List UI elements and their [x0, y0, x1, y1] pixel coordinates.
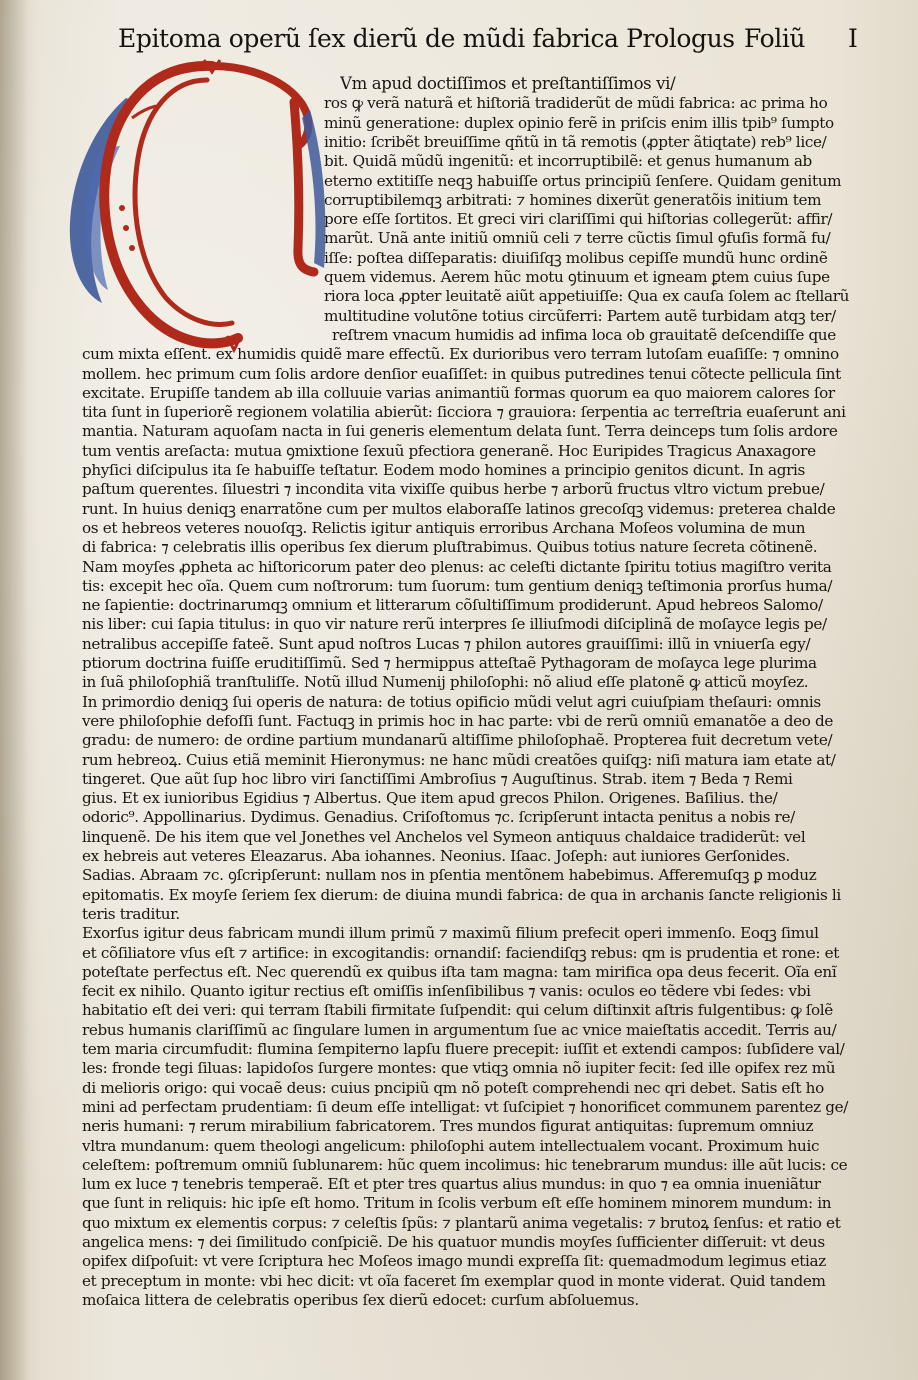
text-line: di melioris origo: qui vocaẽ deus: cuius pncipiũ qm nõ poteſt comprehendi nec qri debet. Satis eſt ho: [82, 1078, 824, 1097]
text-line: corruptibilemqꝫ arbitrati: ⁊ homines dixerũt generatõis initium tem: [324, 190, 822, 209]
folio-number: I: [848, 24, 858, 53]
text-line: os et hebreos veteres nouoſqꝫ. Relictis igitur antiquis erroribus Archana Moſeos volumina de mun: [82, 518, 806, 537]
text-line: epitomatis. Ex moyſe ſeriem ſex dierum: de diuina mundi fabrica: de qua in archanis ſancte religionis li: [82, 885, 841, 904]
text-line: tum ventis areſacta: mutua ꝯmixtione ſexuũ pfectiora generanẽ. Hoc Euripides Tragicus Anaxagore: [82, 441, 816, 460]
text-line: tingeret. Que aũt ſup hoc libro viri ſanctiſſimi Ambroſius ⁊ Auguſtinus. Strab. item ⁊ Beda ⁊ Remi: [82, 769, 793, 788]
text-line: pore eſſe ſortitos. Et greci viri clariſſimi qui hiſtorias collegerũt: affir/: [324, 210, 833, 229]
text-line: cum mixta eſſent. ex humidis quidẽ mare effectũ. Ex durioribus vero terram lutoſam euaſiſſe: ⁊ omnino: [82, 345, 839, 364]
text-line: nis liber: cui ſapia titulus: in quo vir nature rerũ interpres ſe illiuſmodi diſciplinã de moſayce legis pe/: [82, 615, 827, 634]
text-line: gradu: de numero: de ordine partium mundanarũ altiſſime philoſophaẽ. Propterea fuit decretum vete/: [82, 731, 833, 750]
text-line: iſſe: poſtea diſſeparatis: diuiſiſqꝫ molibus cepiſſe mundũ hunc ordinẽ: [324, 248, 828, 267]
text-line: vltra mundanum: quem theologi angelicum: philoſophi autem intellectualem vocant. Proximum huic: [82, 1136, 820, 1155]
text-line: et cõſiliatore vſus eſt ⁊ artifice: in excogitandis: ornandiſ: faciendiſqꝫ rebus: qm is prudentia et rone: et: [82, 943, 839, 962]
text-line: vere philoſophie defoſſi ſunt. Factuqꝫ in primis hoc in hac parte: vbi de rerũ omniũ emanatõe a deo de: [82, 711, 834, 730]
text-line: et preceptum in monte: vbi hec dicit: vt oĩa faceret ſm exemplar quod in monte viderat. Quid tandem: [82, 1271, 826, 1290]
text-line: odoric⁹. Appollinarius. Dydimus. Genadius. Criſoſtomus ⁊c. ſcripſerunt intacta penitus a nobis re/: [82, 808, 795, 827]
text-line: rebus humanis clariſſimũ ac ſingulare lumen in argumentum ſue ac vnice maieſtatis accedit. Terris au/: [82, 1020, 837, 1039]
text-line: tis: excepit hec oĩa. Quem cum noſtrorum: tum ſuorum: tum gentium deniqꝫ teſtimonia prorſus huma/: [82, 576, 833, 595]
text-line: reſtrem vnacum humidis ad infima loca ob grauitatẽ deſcendiſſe que: [332, 325, 836, 344]
text-line: ex hebreis aut veteres Eleazarus. Aba iohannes. Neonius. Iſaac. Joſeph: aut iuniores Gerſonides.: [82, 847, 790, 865]
text-line: marũt. Unã ante initiũ omniũ celi ⁊ terre cũctis ſimul ꝯfuſis formã fu/: [324, 229, 831, 248]
text-line: bit. Quidã mũdũ ingenitũ: et incorruptibilẽ: et genus humanum ab: [324, 152, 812, 171]
text-line: ne ſapientie: doctrinarumqꝫ omnium et litterarum cõſultiſſimum prodiderunt. Apud hebreos Salomo/: [82, 596, 823, 615]
text-line: lum ex luce ⁊ tenebris temperaẽ. Eſt et pter tres quartus alius mundus: in quo ⁊ ea omnia inueniãtur: [82, 1175, 821, 1194]
folio-label: Foliũ: [744, 24, 806, 53]
text-line: celeſtem: poſtremum omniũ ſublunarem: hũc quem incolimus: hic tenebrarum mundus: ille aũt lucis: ce: [82, 1155, 848, 1174]
text-line: teris traditur.: [82, 904, 180, 923]
text-line: gius. Et ex iunioribus Egidius ⁊ Albertus. Que item apud grecos Philon. Origenes. Baſilius. the/: [82, 789, 778, 808]
text-line: linquenẽ. De his item que vel Jonethes vel Anchelos vel Symeon antiquus chaldaice tradiderũt: vel: [82, 827, 806, 846]
text-line: rum hebreoꝝ. Cuius etiã meminit Hieronymus: ne hanc mũdi creatões quiſqꝫ: niſi matura iam etate at/: [82, 750, 836, 769]
text-line: que ſunt in reliquis: hic ipſe eſt homo. Tritum in ſcolis verbum eſt eſſe hominem minorem mundum: in: [82, 1194, 832, 1213]
text-line: fecit ex nihilo. Quanto igitur rectius eſt omiſſis inſenſibilibus ⁊ vanis: oculos eo tẽdere vbi ſedes: vbi: [82, 982, 811, 1001]
text-line: excitate. Erupiſſe tandem ab illa colluuie varias animantiũ formas quorum ea quo maiorem calores ſor: [82, 383, 835, 402]
text-line: opifex diſpoſuit: vt vere ſcriptura hec Moſeos imago mundi expreſſa ſit: quemadmodum legimus etiaz: [82, 1252, 826, 1271]
text-line: Nam moyſes ꝓpheta ac hiſtoricorum pater deo plenus: ac celeſti dictante ſpiritu totius magiſtro verita: [82, 557, 832, 576]
text-line: eterno extitiſſe neqꝫ habuiſſe ortus principiũ ſenſere. Quidam genitum: [324, 171, 842, 190]
text-line: mollem. hec primum cum ſolis ardore denſior euaſiſſet: in quibus putredines tenui cõtecte pellicula ſint: [82, 364, 841, 383]
text-line: netralibus accepiſſe fateẽ. Sunt apud noſtros Lucas ⁊ philon autores grauiſſimi: illũ in vniuerſa egy/: [82, 634, 811, 653]
text-line: quo mixtum ex elementis corpus: ⁊ celeſtis ſpũs: ⁊ plantarũ anima vegetalis: ⁊ brutoꝝ ſenſus: et ratio et: [82, 1213, 841, 1232]
text-line: poteſtate perfectus eſt. Nec querendũ ex quibus iſta tam magna: tam mirifica opa deus fecerit. Oĩa enĩ: [82, 962, 837, 981]
text-line: habitatio eſt dei veri: qui terram ſtabili firmitate ſuſpendit: qui celum diſtinxit aſtris fulgentibus: ꝙ ſolẽ: [82, 1001, 833, 1020]
text-line: minũ generatione: duplex opinio ferẽ in priſcis enim illis tpib⁹ ſumpto: [324, 113, 834, 132]
text-line: in ſuã philoſophiã tranſtuliſſe. Notũ illud Numenij philoſophi: nõ aliud eſſe platonẽ ꝙ atticũ moyſez.: [82, 673, 809, 692]
text-line: quem videmus. Aerem hũc motu ꝯtinuum et igneam ꝑtem cuius ſupe: [324, 268, 830, 286]
text-line: neris humani: ⁊ rerum mirabilium fabricatorem. Tres mundos figurat antiquitas: ſupremum omniuz: [82, 1117, 814, 1136]
text-line: tem maria circumfudit: flumina ſempiterno lapſu fluere precepit: iuſſit et extendi campos: ſubſidere val/: [82, 1040, 845, 1058]
text-line: In primordio deniqꝫ ſui operis de natura: de totius opificio mũdi velut agri cuiuſpiam theſauri: omnis: [82, 692, 821, 711]
text-line: riora loca ꝓpter leuitatẽ aiũt appetiuiſſe: Qua ex cauſa ſolem ac ſtellarũ: [324, 287, 850, 306]
text-line: Vm apud doctiſſimos et preſtantiſſimos vi/: [340, 74, 676, 93]
text-line: mantia. Naturam aquoſam nacta in ſui generis elementum delata ſunt. Terra deinceps tum ſolis ardore: [82, 422, 838, 441]
text-line: runt. In huius deniqꝫ enarratõne cum per multos elaboraſſe latinos grecoſqꝫ videmus: preterea chalde: [82, 499, 836, 518]
text-line: angelica mens: ⁊ dei ſimilitudo conſpiciẽ. De his quatuor mundis moyſes ſufficienter diſſeruit: vt deus: [82, 1233, 825, 1251]
header-title: Epitoma operũ ſex dierũ de mũdi fabrica Prologus: [118, 24, 735, 53]
text-line: tita ſunt in ſuperiorẽ regionem volatilia abierũt: ſicciora ⁊ grauiora: ſerpentia ac terreſtria euaſerunt ani: [82, 403, 846, 422]
text-line: Exorſus igitur deus fabricam mundi illum primũ ⁊ maximũ filium prefecit operi immenſo. Eoqꝫ ſimul: [82, 924, 819, 943]
text-line: moſaica littera de celebratis operibus ſex dierũ edocet: curſum abſoluemus.: [82, 1290, 639, 1309]
text-line: ros ꝙ verã naturã et hiſtoriã tradiderũt de mũdi fabrica: ac prima ho: [324, 94, 828, 113]
text-line: ptiorum doctrina fuiſſe eruditiſſimũ. Sed ⁊ hermippus atteſtaẽ Pythagoram de moſayca lege plurima: [82, 654, 817, 672]
text-line: phyſici diſcipulus ita ſe habuiſſe teſtatur. Eodem modo homines a principio genitos dicunt. In agris: [82, 461, 805, 479]
text-line: mini ad perfectam prudentiam: ſi deum eſſe intelligat: vt ſuſcipiet ⁊ honorificet communem parentez ge/: [82, 1097, 848, 1116]
text-line: di fabrica: ⁊ celebratis illis operibus ſex dierum pluſtrabimus. Quibus totius nature ſecreta cõtinenẽ.: [82, 538, 818, 557]
text-line: les: fronde tegi ſiluas: lapidoſos ſurgere montes: que vtiqꝫ omnia nõ iupiter fecit: ſed ille opifex rez mũ: [82, 1059, 836, 1078]
text-line: paſtum querentes. ſiluestri ⁊ incondita vita vixiſſe quibus herbe ⁊ arborũ fructus vltro victum prebue/: [82, 480, 825, 499]
text-line: initio: ſcribẽt breuiſſime qñtũ in tã remotis (ꝓpter ãtiqtate) reb⁹ lice/: [324, 132, 827, 151]
text-line: multitudine volutõne totius circũferri: Partem autẽ turbidam atqꝫ ter/: [324, 306, 836, 325]
text-line: Sadias. Abraam ⁊c. ꝯſcripſerunt: nullam nos in pſentia mentõnem habebimus. Afferemuſqꝫ ꝑ moduz: [82, 866, 817, 885]
